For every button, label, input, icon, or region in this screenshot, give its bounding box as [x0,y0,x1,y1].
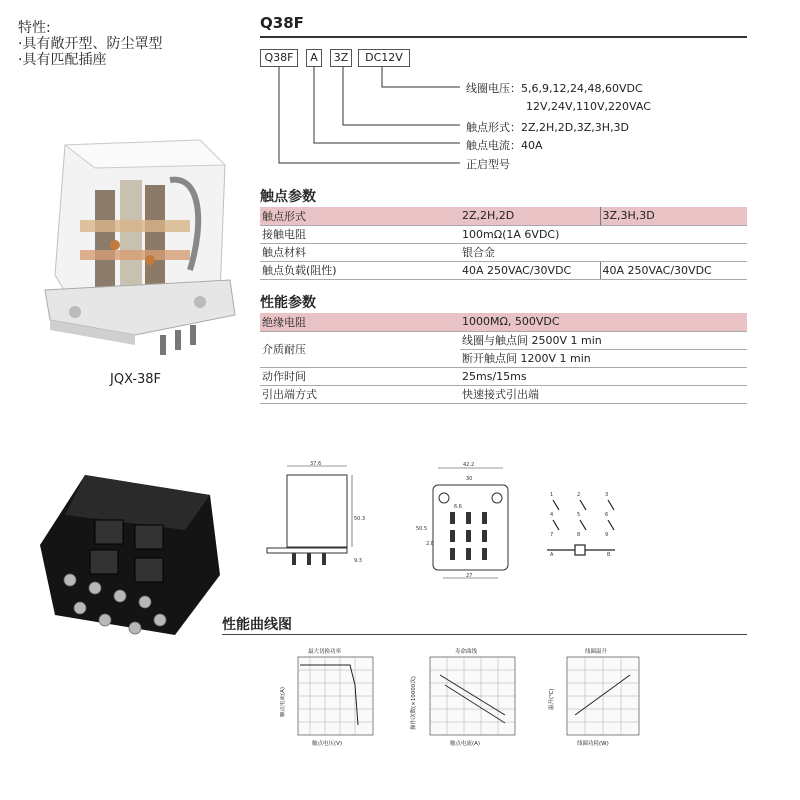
features-heading: 特性: [18,20,51,36]
row-label: 触点负载(阻性) [260,261,460,279]
row-value: 1000MΩ, 500VDC [460,313,747,331]
chart-ylabel: 操作次数(×10000次) [411,676,417,730]
row-label: 触点材料 [260,243,460,261]
curves-rule [222,634,747,635]
dim-label: 42.2 [463,462,475,468]
legend-contact-current: 触点电流：40A [466,139,543,152]
legend-model: 正启型号 [466,158,510,171]
code-box-voltage: DC12V [358,49,410,67]
row-value: 银合金 [460,243,747,261]
table-row [260,243,747,261]
pin-number: 4 [550,512,554,518]
row-value: 40A 250VAC/30VDC [600,261,747,279]
pin-number: 7 [550,532,554,538]
code-box-contact: 3Z [330,49,352,67]
coil-label: A [550,552,554,558]
table-row [260,367,747,385]
row-value: 25ms/15ms [460,367,747,385]
dim-label: 50.5 [416,526,428,532]
row-value: 快速接式引出端 [460,385,747,403]
chart-title: 最大切换功率 [308,649,342,655]
dim-label: 50.3 [354,516,366,522]
table-row [260,313,747,331]
wiring-diagram [545,488,635,563]
feature-item: ·具有敞开型、防尘罩型 [18,36,163,52]
row-label: 绝缘电阻 [260,313,460,331]
chart-xlabel: 触点电流(A) [450,741,481,747]
dim-label: 27 [466,573,473,579]
legend-contact-form: 触点形式：2Z,2H,2D,3Z,3H,3D [466,121,630,134]
table-row [260,207,747,225]
table-row [260,225,747,243]
legend-coil-voltage: 线圈电压：5,6,9,12,24,48,60VDC [466,82,643,95]
dim-label: 30 [466,476,473,482]
pin-number: 5 [577,512,581,518]
pin-number: 2 [577,492,581,498]
table-row [260,331,747,349]
table-row [260,261,747,279]
chart-xlabel: 触点电压(V) [312,741,343,747]
chart-ylabel: 温升(℃) [549,688,555,710]
row-value: 100mΩ(1A 6VDC) [460,225,747,243]
row-value: 断开触点间 1200V 1 min [460,349,747,367]
code-leader-lines [260,67,470,172]
chart-coil-temperature-rise [545,645,645,750]
chart-max-switching-power [280,645,380,750]
pin-number: 6 [605,512,609,518]
row-label: 介质耐压 [260,331,460,367]
chart-ylabel: 触点电流(A) [280,686,286,717]
top-view-drawing [408,460,518,585]
table-row [260,385,747,403]
model-title: Q38F [260,14,304,32]
row-value: 线圈与触点间 2500V 1 min [460,331,747,349]
coil-label: B [607,552,611,558]
chart-title: 寿命曲线 [455,649,478,655]
dim-label: 2.8 [426,541,434,547]
relay-image [40,130,240,360]
features [18,20,162,68]
row-label: 触点形式 [260,207,460,225]
title-rule [260,36,747,38]
row-value: 3Z,3H,3D [600,207,747,225]
chart-xlabel: 线圈功耗(W) [577,741,609,747]
contact-params-table [260,207,747,280]
side-view-drawing [262,460,372,580]
perf-params-heading: 性能参数 [260,295,316,311]
row-label: 接触电阻 [260,225,460,243]
chart-title: 线圈温升 [585,649,608,655]
product-caption: JQX-38F [110,372,162,387]
socket-image [35,470,225,650]
dim-label: 6.6 [454,504,462,510]
feature-item: ·具有匹配插座 [18,52,107,68]
code-box-current: A [306,49,322,67]
pin-number: 9 [605,532,609,538]
row-label: 引出端方式 [260,385,460,403]
legend-coil-voltage-ac: 12V,24V,110V,220VAC [526,100,651,113]
code-box-model: Q38F [260,49,298,67]
row-value: 40A 250VAC/30VDC [460,261,600,279]
dim-label: 37.6 [310,461,322,467]
contact-params-heading: 触点参数 [260,189,316,205]
row-label: 动作时间 [260,367,460,385]
dim-label: 9.3 [354,558,362,564]
pin-number: 8 [577,532,581,538]
curves-heading: 性能曲线图 [222,617,292,633]
pin-number: 1 [550,492,554,498]
pin-number: 3 [605,492,609,498]
chart-life-curve [405,645,520,750]
row-value: 2Z,2H,2D [460,207,600,225]
perf-params-table [260,313,747,404]
